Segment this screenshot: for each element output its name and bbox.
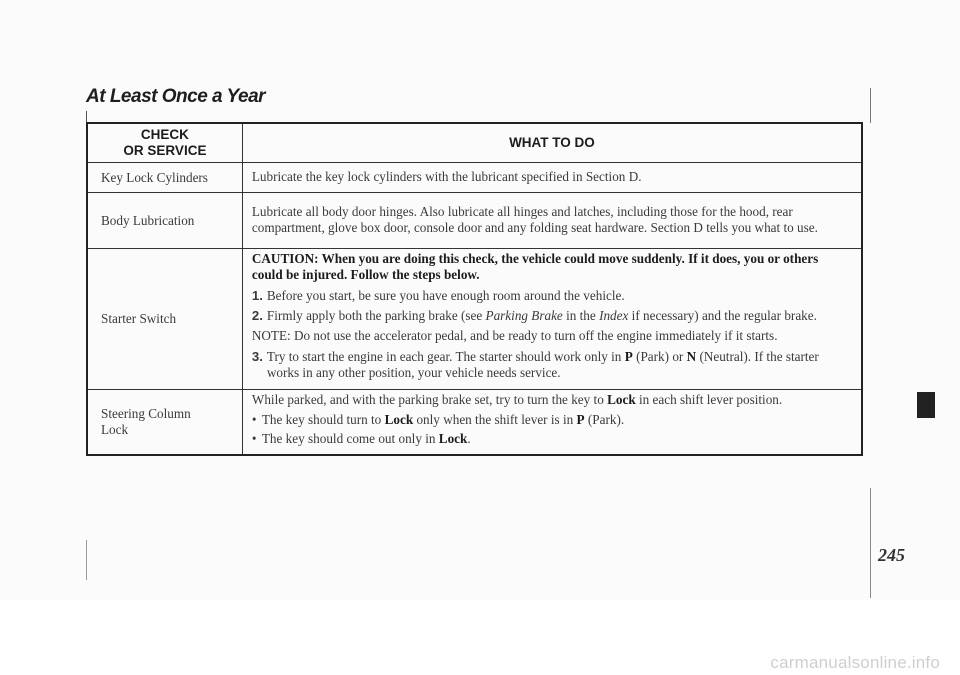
step-2-text: Firmly apply both the parking brake (see Parking Brake in the Index if necessary) and the regular brake. <box>266 308 817 323</box>
header-what-to-do: WHAT TO DO <box>242 123 862 163</box>
page-number: 245 <box>878 545 905 565</box>
caution-text: CAUTION: When you are doing this check, the vehicle could move suddenly. If it does, you or others could be injured. Follow the steps below. <box>251 251 819 282</box>
table-header-row <box>87 123 862 163</box>
item-steering-line1: Steering Column <box>101 406 191 421</box>
step-1-text: Before you start, be sure you have enough room around the vehicle. <box>266 288 625 303</box>
step-2 <box>252 308 851 324</box>
margin-rule-bottom-right <box>870 488 871 598</box>
item-key-lock-cylinders: Key Lock Cylinders <box>87 163 242 193</box>
bullet-dot: • <box>251 412 257 427</box>
step-1-number: 1. <box>251 288 263 303</box>
bullet-2: • The key should come out only in Lock. <box>251 431 471 446</box>
margin-rule-bottom-left <box>86 540 87 580</box>
table-row-key-lock <box>87 163 862 193</box>
table-row-starter-switch <box>87 249 862 390</box>
index-ref: Index <box>599 308 629 323</box>
section-heading: At Least Once a Year <box>86 86 266 107</box>
margin-rule-right <box>870 88 871 123</box>
desc-key-lock-cylinders: Lubricate the key lock cylinders with the lubricant specified in Section D. <box>242 163 862 193</box>
item-steering-line2: Lock <box>101 422 129 437</box>
desc-starter-switch <box>242 249 862 390</box>
step-1 <box>252 288 851 304</box>
step-3-number: 3. <box>251 349 263 364</box>
footer-strip <box>0 600 960 675</box>
desc-body-lubrication: Lubricate all body door hinges. Also lubricate all hinges and latches, including those for the hood, rear compartment, glove box door, console door and any folding seat hardware. Section D tells you what to use. <box>242 193 862 249</box>
steering-intro: While parked, and with the parking brake set, try to turn the key to Lock in each shift lever position. <box>251 392 783 407</box>
header-check-line1: CHECK <box>140 127 189 142</box>
bullet-1: • The key should turn to Lock only when the shift lever is in P (Park). <box>251 412 625 427</box>
item-body-lubrication: Body Lubrication <box>87 193 242 249</box>
header-check-line2: OR SERVICE <box>123 143 207 158</box>
section-tab-marker <box>917 392 935 418</box>
desc-steering-column-lock <box>242 390 862 456</box>
parking-brake-ref: Parking Brake <box>485 308 563 323</box>
step-3 <box>252 349 851 381</box>
note-text: NOTE: Do not use the accelerator pedal, and be ready to turn off the engine immediately if it starts. <box>251 328 778 343</box>
table-row-body-lubrication <box>87 193 862 249</box>
maintenance-table <box>86 122 863 456</box>
step-2-number: 2. <box>251 308 263 323</box>
item-starter-switch: Starter Switch <box>87 249 242 390</box>
bullet-dot: • <box>251 431 257 446</box>
header-check-or-service <box>87 123 242 163</box>
watermark-text: carmanualsonline.info <box>770 653 940 672</box>
table-row-steering-column-lock <box>87 390 862 456</box>
item-steering-column-lock <box>87 390 242 456</box>
step-3-text: Try to start the engine in each gear. The starter should work only in P (Park) or N (Neutral). If the starter works in any other position, your vehicle needs service. <box>266 349 819 380</box>
